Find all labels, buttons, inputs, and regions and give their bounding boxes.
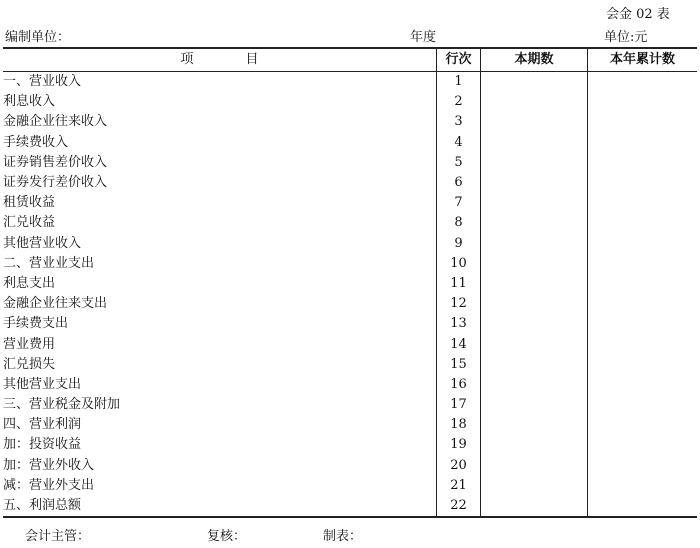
- row-current-period-cell: [481, 375, 588, 395]
- table-row: [3, 112, 697, 132]
- row-year-to-date-cell: [588, 435, 698, 455]
- row-current-period-cell: [481, 112, 588, 132]
- row-current-period-cell: [481, 92, 588, 112]
- row-year-to-date-cell: [588, 456, 698, 476]
- row-line-number: 3: [437, 112, 481, 132]
- row-year-to-date-cell: [588, 334, 698, 354]
- row-current-period-cell: [481, 314, 588, 334]
- row-line-number: 19: [437, 435, 481, 455]
- row-year-to-date-cell: [588, 153, 698, 173]
- table-row: [3, 456, 697, 476]
- table-row: [3, 213, 697, 233]
- row-year-to-date-cell: [588, 496, 698, 517]
- row-item-label: 手续费支出: [3, 314, 437, 334]
- row-line-number: 18: [437, 415, 481, 435]
- row-current-period-cell: [481, 294, 588, 314]
- table-row: [3, 92, 697, 112]
- table-row: [3, 375, 697, 395]
- table-row: [3, 274, 697, 294]
- row-item-label: 营业费用: [3, 334, 437, 354]
- row-line-number: 1: [437, 72, 481, 93]
- column-header-year-to-date: 本年累计数: [588, 48, 698, 72]
- row-year-to-date-cell: [588, 173, 698, 193]
- row-item-label: 五、利润总额: [3, 496, 437, 517]
- row-line-number: 10: [437, 254, 481, 274]
- row-current-period-cell: [481, 153, 588, 173]
- row-current-period-cell: [481, 355, 588, 375]
- row-current-period-cell: [481, 415, 588, 435]
- row-item-label: 租赁收益: [3, 193, 437, 213]
- row-line-number: 22: [437, 496, 481, 517]
- row-item-label: 利息支出: [3, 274, 437, 294]
- row-current-period-cell: [481, 496, 588, 517]
- row-item-label: 手续费收入: [3, 133, 437, 153]
- preparer-label: 制表：: [323, 529, 363, 544]
- row-item-label: 二、营业业支出: [3, 254, 437, 274]
- row-current-period-cell: [481, 435, 588, 455]
- table-row: [3, 234, 697, 254]
- row-line-number: 20: [437, 456, 481, 476]
- row-current-period-cell: [481, 72, 588, 93]
- row-line-number: 2: [437, 92, 481, 112]
- row-line-number: 16: [437, 375, 481, 395]
- table-row: [3, 395, 697, 415]
- table-row: [3, 496, 697, 517]
- row-line-number: 17: [437, 395, 481, 415]
- row-item-label: 金融企业往来收入: [3, 112, 437, 132]
- table-row: [3, 72, 697, 93]
- column-header-current-period: 本期数: [481, 48, 588, 72]
- table-row: [3, 334, 697, 354]
- table-row: [3, 254, 697, 274]
- row-line-number: 14: [437, 334, 481, 354]
- table-row: [3, 193, 697, 213]
- table-row: [3, 415, 697, 435]
- row-current-period-cell: [481, 193, 588, 213]
- row-line-number: 12: [437, 294, 481, 314]
- row-year-to-date-cell: [588, 234, 698, 254]
- row-item-label: 其他营业支出: [3, 375, 437, 395]
- row-year-to-date-cell: [588, 213, 698, 233]
- row-item-label: 汇兑损失: [3, 355, 437, 375]
- currency-label: 单位:元: [604, 30, 648, 45]
- row-current-period-cell: [481, 133, 588, 153]
- table-row: [3, 355, 697, 375]
- row-item-label: 一、营业收入: [3, 72, 437, 93]
- row-line-number: 7: [437, 193, 481, 213]
- row-line-number: 4: [437, 133, 481, 153]
- row-item-label: 证券发行差价收入: [3, 173, 437, 193]
- row-current-period-cell: [481, 395, 588, 415]
- row-line-number: 11: [437, 274, 481, 294]
- row-year-to-date-cell: [588, 254, 698, 274]
- row-item-label: 证券销售差价收入: [3, 153, 437, 173]
- row-current-period-cell: [481, 274, 588, 294]
- table-row: [3, 153, 697, 173]
- row-year-to-date-cell: [588, 72, 698, 93]
- table-row: [3, 173, 697, 193]
- row-item-label: 利息收入: [3, 92, 437, 112]
- accountant-label: 会计主管：: [25, 529, 91, 544]
- income-statement-table: [3, 47, 697, 518]
- row-item-label: 加：投资收益: [3, 435, 437, 455]
- row-line-number: 9: [437, 234, 481, 254]
- row-year-to-date-cell: [588, 294, 698, 314]
- row-current-period-cell: [481, 213, 588, 233]
- row-year-to-date-cell: [588, 92, 698, 112]
- row-line-number: 15: [437, 355, 481, 375]
- reviewer-label: 复核：: [207, 529, 247, 544]
- unit-label: 编制单位：: [5, 30, 71, 45]
- table-body: [3, 72, 697, 518]
- table-row: [3, 294, 697, 314]
- row-year-to-date-cell: [588, 476, 698, 496]
- form-code: 会金 02 表: [606, 7, 670, 22]
- row-current-period-cell: [481, 476, 588, 496]
- column-header-line-no: 行次: [437, 48, 481, 72]
- row-current-period-cell: [481, 254, 588, 274]
- row-item-label: 减：营业外支出: [3, 476, 437, 496]
- row-year-to-date-cell: [588, 112, 698, 132]
- row-line-number: 5: [437, 153, 481, 173]
- table-row: [3, 476, 697, 496]
- row-year-to-date-cell: [588, 314, 698, 334]
- row-current-period-cell: [481, 456, 588, 476]
- year-label: 年度: [410, 30, 437, 45]
- row-item-label: 三、营业税金及附加: [3, 395, 437, 415]
- row-line-number: 8: [437, 213, 481, 233]
- row-item-label: 加：营业外收入: [3, 456, 437, 476]
- row-item-label: 其他营业收入: [3, 234, 437, 254]
- row-year-to-date-cell: [588, 133, 698, 153]
- row-current-period-cell: [481, 234, 588, 254]
- row-year-to-date-cell: [588, 274, 698, 294]
- row-item-label: 四、营业利润: [3, 415, 437, 435]
- column-header-item: 项 目: [3, 48, 437, 72]
- row-year-to-date-cell: [588, 355, 698, 375]
- row-line-number: 21: [437, 476, 481, 496]
- row-line-number: 6: [437, 173, 481, 193]
- table-row: [3, 435, 697, 455]
- row-current-period-cell: [481, 334, 588, 354]
- row-current-period-cell: [481, 173, 588, 193]
- row-year-to-date-cell: [588, 193, 698, 213]
- row-year-to-date-cell: [588, 415, 698, 435]
- table-header-row: [3, 48, 697, 72]
- row-item-label: 汇兑收益: [3, 213, 437, 233]
- row-line-number: 13: [437, 314, 481, 334]
- row-year-to-date-cell: [588, 395, 698, 415]
- table-row: [3, 314, 697, 334]
- table-row: [3, 133, 697, 153]
- row-item-label: 金融企业往来支出: [3, 294, 437, 314]
- row-year-to-date-cell: [588, 375, 698, 395]
